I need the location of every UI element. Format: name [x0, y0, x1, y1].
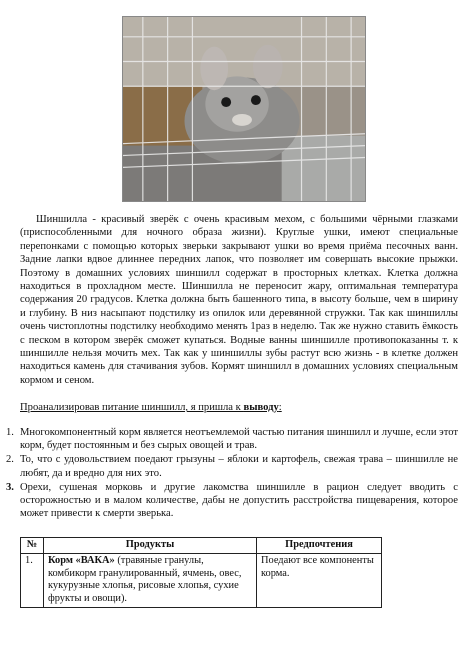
row-product [44, 553, 257, 607]
product-name: Корм «ВАКА» [48, 554, 115, 566]
list-item-text: Многокомпонентный корм является неотъемлемой частью питания шиншилл и лучше, если этот корм, будет постоянным и без сырых овощей и трав. [20, 427, 458, 452]
list-item-text: То, что с удовольствием поедают грызуны – яблоки и картофель, свежая трава – шиншилле не любят, да и вредно для них это. [20, 454, 458, 479]
list-item [0, 453, 474, 479]
list-item [0, 481, 474, 521]
row-preference: Поедают все компоненты корма. [257, 553, 382, 607]
chinchilla-photo [122, 16, 366, 202]
product-details: (травяные гранулы, комбикорм гранулированный, ячмень, овес, кукурузные хлопья, рисовые хлопья, сухие фрукты и овощи). [48, 554, 242, 605]
table-header-row [21, 538, 382, 554]
conclusion-bold-word: выводу [243, 402, 279, 413]
table-row [21, 553, 382, 607]
products-table [20, 537, 382, 608]
header-products: Продукты [44, 538, 257, 554]
header-preferences: Предпочтения [257, 538, 382, 554]
conclusion-heading [20, 401, 460, 414]
conclusion-prefix: Проанализировав питание шиншилл, я пришла к [20, 402, 244, 413]
description-paragraph: Шиншилла - красивый зверёк с очень красивым мехом, с большими чёрными глазками (приспособленными для ночного образа жизни). Круглые ушки, имеют специальные перепонками с помощью которых зверьки закрывают ушки во время приёма песочных ванн. Задние лапки вдвое длиннее передних лапок, что позволяет им совершать высокие прыжки. Поэтому в домашних условиях шиншилл содержат в просторных клетках. Клетка должна находиться в прохладном месте. Шиншилла не переносит жару, оптимальная температура содержания 20 градусов. Клетка должна быть башенного типа, в высоту больше, чем в ширину и глубину. В низ насыпают подстилку из опилок или деревянной стружки. Так как шиншиллы очень чистоплотны подстилку необходимо менять 1раз в неделю. Так же нужно ставить ёмкость с песком в котором зверёк сможет купаться. Водные ванны шиншилле противопоказанны т. к шиншилле нельзя мочить мех. Так как у шиншиллы зубы растут всю жизнь - в клетке должен находиться камень для стачивания зубов. Кормят шиншилл в домашних условиях специальным кормом и сеном. [20, 214, 458, 386]
row-number: 1. [21, 553, 44, 607]
list-item-number: 2. [6, 454, 14, 466]
header-number: № [21, 538, 44, 554]
conclusion-suffix: : [278, 402, 282, 413]
list-item-text: Орехи, сушеная морковь и другие лакомства шиншилле в рацион следует вводить с осторожностью и в малом количестве, дабы не допустить расстройства пищеварения, которое может привести к смерти зверька. [20, 481, 458, 520]
list-item [0, 426, 474, 452]
conclusion-list [0, 426, 474, 521]
chinchilla-in-cage-image [123, 17, 365, 201]
list-item-number: 3. [6, 481, 14, 493]
list-item-number: 1. [6, 427, 14, 438]
